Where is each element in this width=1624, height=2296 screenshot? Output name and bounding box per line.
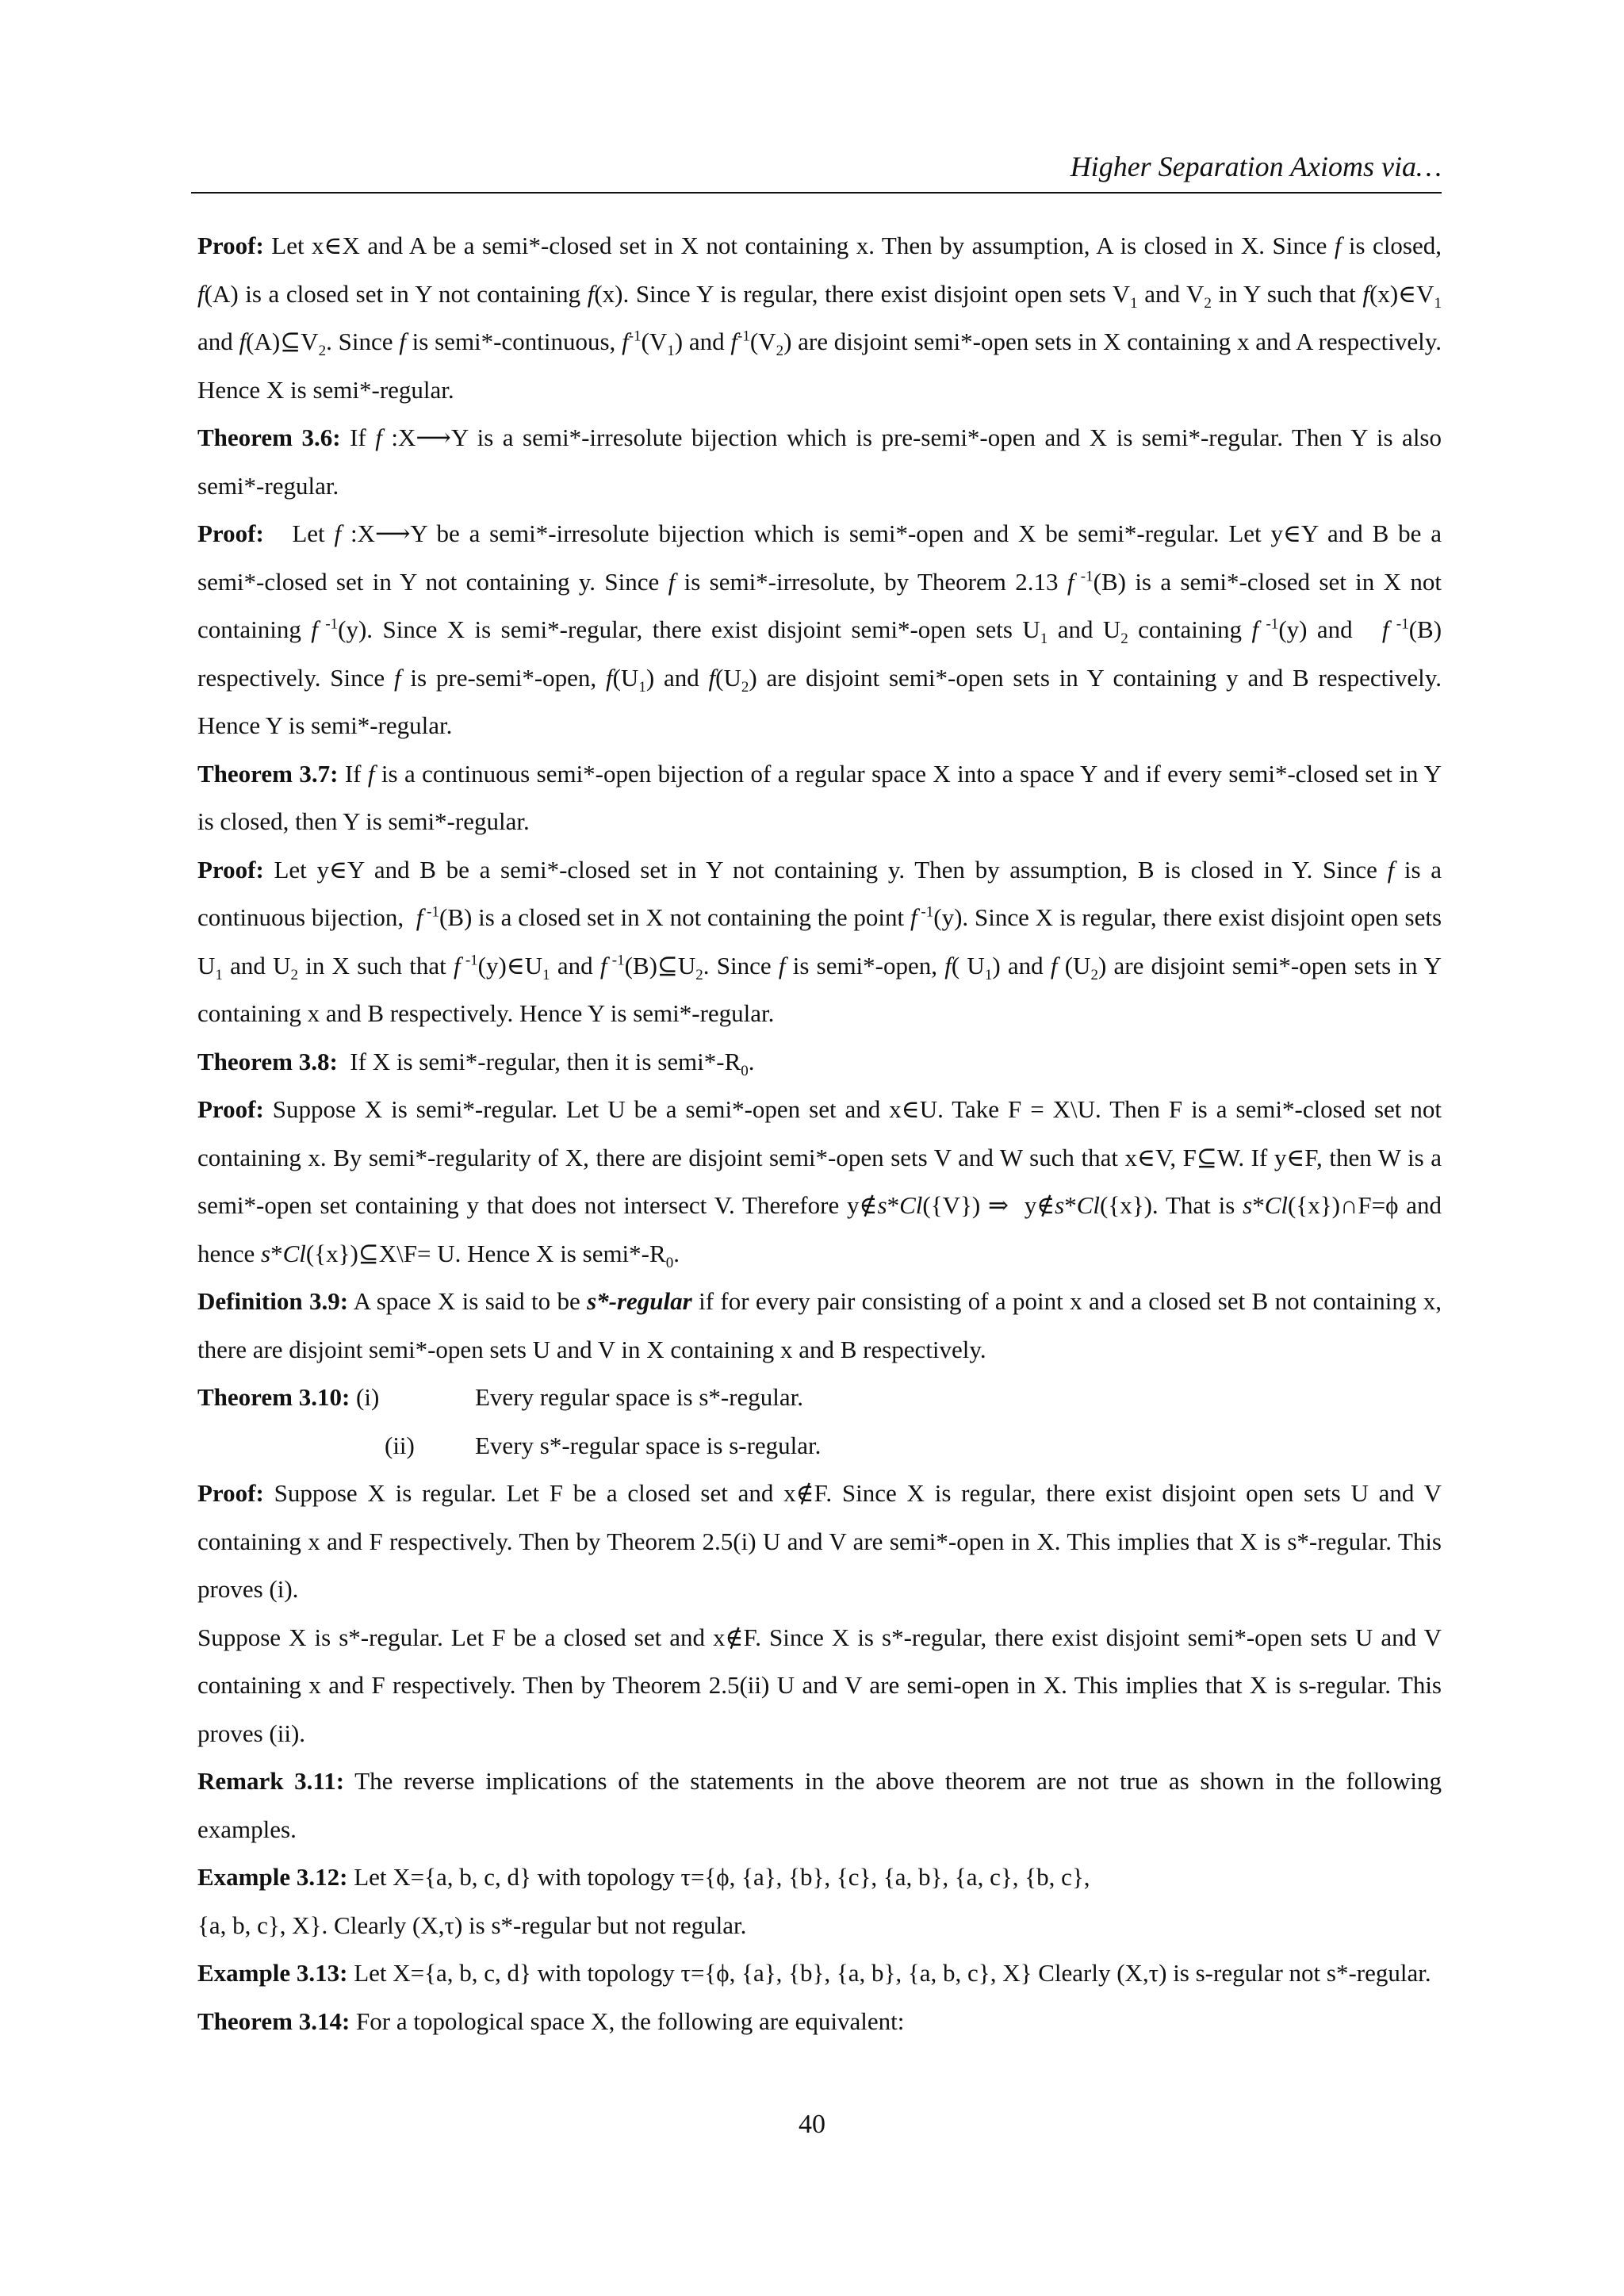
proof-3-5: Proof: Let x∈X and A be a semi*-closed set in X not containing x. Then by assumption, A is closed in X. Since f is closed, f(A) is a closed set in Y not containing f(x). Since Y is regular, there exist disjoint open sets $V_1$ and $V_2$ in Y such that $f(x)\in V_1$ and $f(A)⊆V_2$. Since f is semi*-continuous, $f^{-1}(V_1)$ and $f^{-1}(V_2)$ are disjoint semi*-open sets in X containing x and A respectively. Hence X is semi*-regular. <box>197 232 1442 404</box>
example-text: Let X={a, b, c, d} with topology τ={ϕ, {a}, {b}, {a, b}, {a, b, c}, X} Clearly (X,τ) is s-regular not s*-regular. <box>354 1959 1431 1987</box>
remark-text: The reverse implications of the statements in the above theorem are not true as shown in the following examples. <box>197 1767 1442 1843</box>
defined-term: s*-regular <box>587 1287 692 1315</box>
remark-3-11 <box>197 1757 1442 1853</box>
proof-label: Proof: <box>197 855 264 884</box>
theorem-3-7: Theorem 3.7: If f is a continuous semi*-open bijection of a regular space X into a space Y and if every semi*-closed set in Y is closed, then Y is semi*-regular. <box>197 759 1442 835</box>
theorem-label: Theorem 3.6: <box>197 424 341 451</box>
example-text: Let X={a, b, c, d} with topology τ={ϕ, {a}, {b}, {c}, {a, b}, {a, c}, {b, c}, <box>354 1863 1090 1891</box>
definition-3-9: Definition 3.9: A space X is said to be s*-regular if for every pair consisting of a point x and a closed set B not containing x, there are disjoint semi*-open sets U and V in X containing x and B respectively. <box>197 1287 1442 1363</box>
example-text-cont: {a, b, c}, X}. Clearly (X,τ) is s*-regular but not regular. <box>197 1911 747 1939</box>
body-text <box>197 222 1442 2045</box>
running-header: Higher Separation Axioms via… <box>1070 151 1442 182</box>
theorem-3-6: Theorem 3.6: If f :X⟶Y is a semi*-irresolute bijection which is pre-semi*-open and X is semi*-regular. Then Y is also semi*-regular. <box>197 424 1442 500</box>
theorem-3-10-ii <box>197 1422 1442 1470</box>
theorem-label: Theorem 3.14: <box>197 2007 350 2035</box>
example-label: Example 3.13: <box>197 1959 348 1987</box>
example-3-13 <box>197 1949 1442 1998</box>
remark-label: Remark 3.11: <box>197 1767 345 1795</box>
example-3-12 <box>197 1853 1442 1949</box>
item-number: (ii) <box>385 1431 415 1459</box>
page-number: 40 <box>799 2110 825 2139</box>
item-number: (i) <box>356 1383 380 1411</box>
proof-3-8: Proof: Suppose X is semi*-regular. Let U be a semi*-open set and x∈U. Take F = X\U. Then F is a semi*-closed set not containing x. By semi*-regularity of X, there are disjoint semi*-open sets V and W such that x∈V, F⊆W. If y∈F, then W is a semi*-open set containing y that does not intersect V. Therefore y∉s*Cl({V}) ⇒ y∉s*Cl({x}). That is s*Cl({x})∩F=ϕ and hence s*Cl({x})⊆X\F= U. Hence X is $semi*-R_0$. <box>197 1095 1442 1271</box>
theorem-3-10-i <box>197 1374 1442 1422</box>
theorem-3-14 <box>197 1998 1442 2046</box>
proof-3-6: Proof: Let f :X⟶Y be a semi*-irresolute bijection which is semi*-open and X be semi*-regular. Let y∈Y and B be a semi*-closed set in Y not containing y. Since f is semi*-irresolute, by Theorem 2.13 f $^{-1}$(B) is a semi*-closed set in X not containing f $^{-1}$(y). Since X is semi*-regular, there exist disjoint semi*-open sets $U_1$ and $U_2$ containing f $^{-1}$(y) and f $^{-1}$(B) respectively. Since f is pre-semi*-open, $f(U_1)$ and $f(U_2)$ are disjoint semi*-open sets in Y containing y and B respectively. Hence Y is semi*-regular. <box>197 519 1442 739</box>
proof-3-10-ii: Suppose X is s*-regular. Let F be a closed set and x∉F. Since X is s*-regular, there exist disjoint semi*-open sets U and V containing x and F respectively. Then by Theorem 2.5(ii) U and V are semi-open in X. This implies that X is s-regular. This proves (ii). <box>197 1623 1442 1747</box>
theorem-3-8: Theorem 3.8: If X is semi*-regular, then it is $semi*-R_0$. <box>197 1047 755 1079</box>
proof-3-10-i <box>197 1470 1442 1614</box>
theorem-label: Theorem 3.7: <box>197 759 339 788</box>
proof-text: Suppose X is regular. Let F be a closed set and x∉F. Since X is regular, there exist disjoint open sets U and V containing x and F respectively. Then by Theorem 2.5(i) U and V are semi*-open in X. This implies that X is s*-regular. This proves (i). <box>197 1479 1442 1603</box>
definition-label: Definition 3.9: <box>197 1287 349 1315</box>
header-rule <box>191 192 1442 194</box>
item-text: Every regular space is s*-regular. <box>475 1383 804 1411</box>
example-label: Example 3.12: <box>197 1863 348 1891</box>
theorem-label: Theorem 3.10: <box>197 1383 350 1411</box>
proof-label: Proof: <box>197 1479 264 1507</box>
theorem-text: For a topological space X, the following are equivalent: <box>356 2007 905 2035</box>
proof-label: Proof: <box>197 519 264 547</box>
item-text: Every s*-regular space is s-regular. <box>475 1431 822 1459</box>
proof-label: Proof: <box>197 232 264 259</box>
proof-label: Proof: <box>197 1095 264 1123</box>
proof-3-7: Proof: Let y∈Y and B be a semi*-closed set in Y not containing y. Then by assumption, B is closed in Y. Since f is a continuous bijection, f $^{-1}$(B) is a closed set in X not containing the point f $^{-1}$(y). Since X is regular, there exist disjoint open sets $U_1$ and $U_2$ in X such that f $^{-1}(y)\in U_1$ and f $^{-1}(B)⊆U_2$. Since f is semi*-open, f( $U_1$) and f $(U_2)$ are disjoint semi*-open sets in Y containing x and B respectively. Hence Y is semi*-regular. <box>197 855 1442 1027</box>
theorem-label: Theorem 3.8: <box>197 1047 338 1075</box>
